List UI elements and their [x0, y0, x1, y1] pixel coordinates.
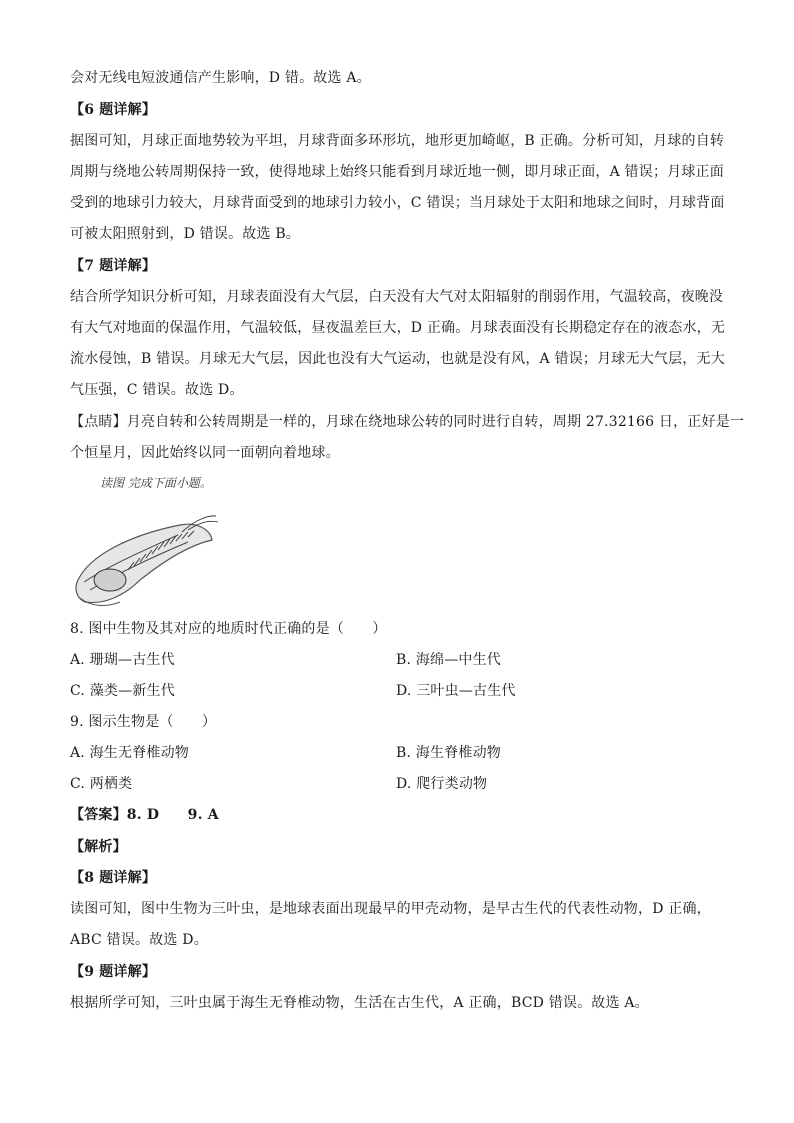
section-heading: 【8 题详解】 [70, 870, 157, 886]
text-line: 气压强，C 错误。故选 D。 [70, 382, 244, 398]
option-8d: D. 三叶虫—古生代 [396, 683, 516, 699]
option-8b: B. 海绵—中生代 [396, 652, 501, 668]
answer-line: 【答案】8. D 9. A [70, 807, 219, 823]
text-line: 受到的地球引力较大，月球背面受到的地球引力较小，C 错误；当月球处于太阳和地球之间时，月球背面 [70, 195, 725, 211]
text-line: 流水侵蚀，B 错误。月球无大气层，因此也没有大气运动，也就是没有风，A 错误；月球无大气层，无大 [70, 351, 725, 367]
text-line: 有大气对地面的保温作用，气温较低，昼夜温差巨大，D 正确。月球表面没有长期稳定存在的液态水，无 [70, 320, 726, 336]
text-line: 会对无线电短波通信产生影响，D 错。故选 A。 [70, 70, 371, 86]
trilobite-fossil-image [70, 510, 220, 610]
question-9: 9. 图示生物是（ ） [70, 714, 217, 730]
section-heading: 【9 题详解】 [70, 964, 157, 980]
figure-caption: 读图 完成下面小题。 [100, 476, 212, 490]
text-line: ABC 错误。故选 D。 [70, 932, 208, 948]
option-8a: A. 珊瑚—古生代 [70, 652, 175, 668]
text-line: 周期与绕地公转周期保持一致，使得地球上始终只能看到月球近地一侧，即月球正面，A 错误；月球正面 [70, 164, 724, 180]
option-9b: B. 海生脊椎动物 [396, 745, 501, 761]
text-line: 根据所学可知，三叶虫属于海生无脊椎动物，生活在古生代，A 正确，BCD 错误。故选 A。 [70, 995, 649, 1011]
question-8: 8. 图中生物及其对应的地质时代正确的是（ ） [70, 621, 387, 637]
text-line: 个恒星月，因此始终以同一面朝向着地球。 [70, 445, 340, 461]
analysis-heading: 【解析】 [70, 839, 127, 855]
option-9a: A. 海生无脊椎动物 [70, 745, 190, 761]
section-heading: 【7 题详解】 [70, 258, 157, 274]
section-heading: 【6 题详解】 [70, 102, 157, 118]
option-9c: C. 两栖类 [70, 776, 133, 792]
text-line: 可被太阳照射到，D 错误。故选 B。 [70, 226, 301, 242]
text-line: 结合所学知识分析可知，月球表面没有大气层，白天没有大气对太阳辐射的削弱作用，气温较高，夜晚没 [70, 289, 724, 305]
option-8c: C. 藻类—新生代 [70, 683, 175, 699]
text-line: 读图可知，图中生物为三叶虫，是地球表面出现最早的甲壳动物，是早古生代的代表性动物，D 正确， [70, 901, 711, 917]
note-line: 【点睛】月亮自转和公转周期是一样的，月球在绕地球公转的同时进行自转，周期 27.32166 日，正好是一 [70, 414, 745, 430]
option-9d: D. 爬行类动物 [396, 776, 488, 792]
text-line: 据图可知，月球正面地势较为平坦，月球背面多环形坑，地形更加崎岖，B 正确。分析可知，月球的自转 [70, 133, 725, 149]
